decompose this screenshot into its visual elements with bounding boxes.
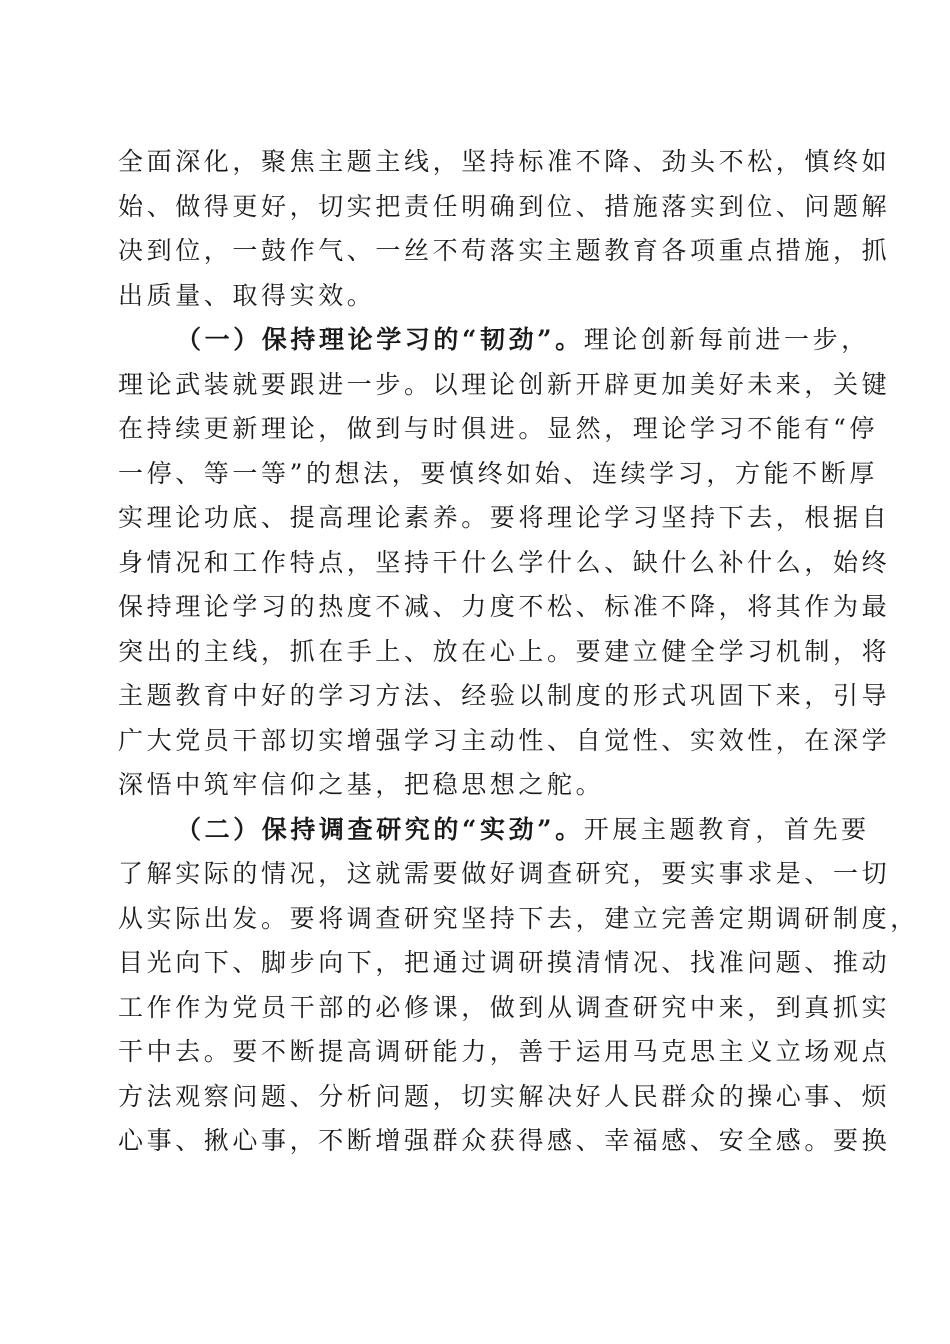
text-line: 出质量、取得实效。 [118,280,376,310]
paragraph-theory-study [118,318,891,808]
text-line: 一停、等一等”的想法，要慎终如始、连续学习，方能不断厚 [118,458,878,488]
text-line: 决到位，一鼓作气、一丝不苟落实主题教育各项重点措施，抓 [118,236,891,265]
text-line: 深悟中筑牢信仰之基，把稳思想之舵。 [118,770,605,799]
text-line: 心事、揪心事，不断增强群众获得感、幸福感、安全感。要换 [118,1126,891,1155]
section-heading-2: （二）保持调查研究的“实劲”。 [176,814,584,844]
text-line: 广大党员干部切实增强学习主动性、自觉性、实效性，在深学 [118,725,891,755]
text-line: 在持续更新理论，做到与时俱进。显然，理论学习不能有“停 [118,414,878,443]
document-page [118,140,919,1164]
text-line: 方法观察问题、分析问题，切实解决好人民群众的操心事、烦 [118,1081,891,1111]
text-run: 开展主题教育，首先要 [583,814,870,844]
paragraph-intro [118,140,891,318]
paragraph-first-line [118,808,870,853]
text-line: 突出的主线，抓在手上、放在心上。要建立健全学习机制，将 [118,636,891,666]
text-run: 理论创新每前进一步， [583,325,870,354]
text-line: 全面深化，聚焦主题主线，坚持标准不降、劲头不松，慎终如 [118,147,891,176]
paragraph-research [118,808,919,1164]
text-line: 干中去。要不断提高调研能力，善于运用马克思主义立场观点 [118,1037,891,1066]
text-line: 从实际出发。要将调查研究坚持下去，建立完善定期调研制度， [118,903,919,933]
paragraph-first-line [118,318,870,363]
text-line: 实理论功底、提高理论素养。要将理论学习坚持下去，根据自 [118,503,891,532]
text-line: 主题教育中好的学习方法、经验以制度的形式巩固下来，引导 [118,681,891,710]
section-heading-1: （一）保持理论学习的“韧劲”。 [176,325,584,354]
text-line: 保持理论学习的热度不减、力度不松、标准不降，将其作为最 [118,592,891,621]
text-line: 目光向下、脚步向下，把通过调研摸清情况、找准问题、推动 [118,948,891,977]
text-line: 了解实际的情况，这就需要做好调查研究，要实事求是、一切 [118,859,891,888]
text-line: 身情况和工作特点，坚持干什么学什么、缺什么补什么，始终 [118,547,891,577]
text-line: 始、做得更好，切实把责任明确到位、措施落实到位、问题解 [118,191,891,221]
text-line: 理论武装就要跟进一步。以理论创新开辟更加美好未来，关键 [118,369,891,399]
text-line: 工作作为党员干部的必修课，做到从调查研究中来，到真抓实 [118,992,891,1022]
